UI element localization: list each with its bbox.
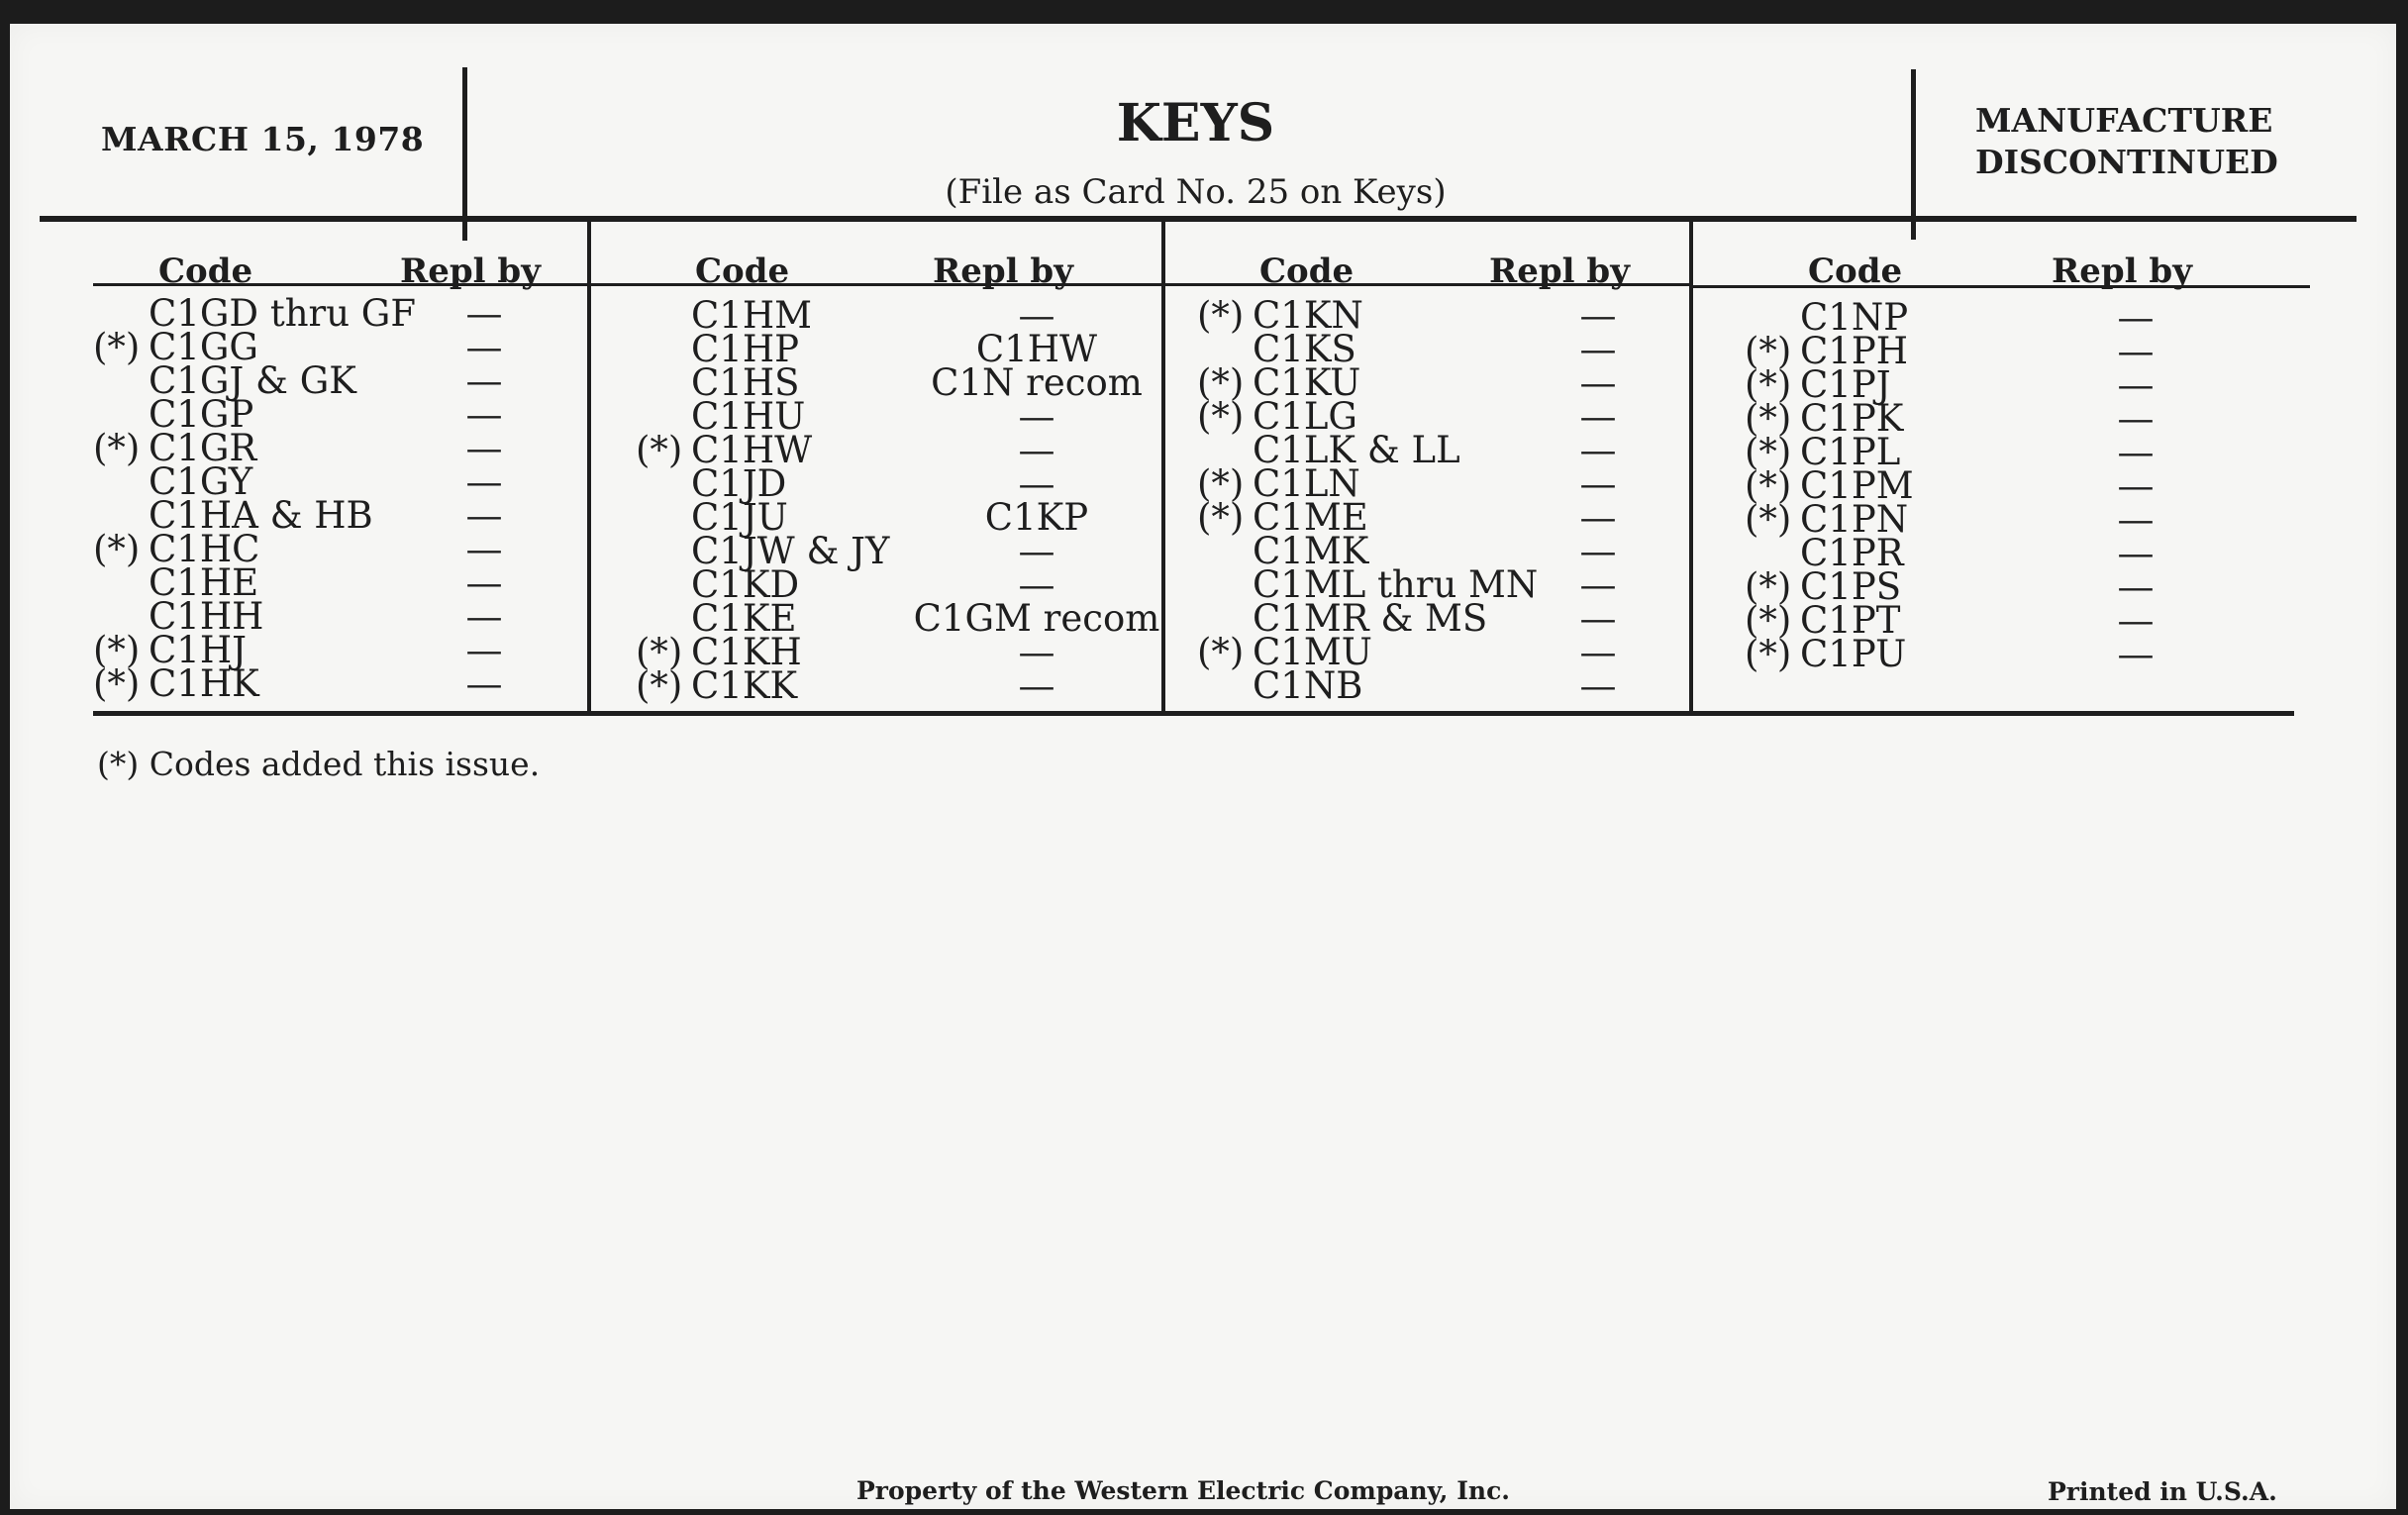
replacement-value: — [1018,664,1055,707]
column-2-repl-header: Repl by [933,252,1073,291]
code-value: C1HU [691,395,806,438]
column-2-code-header: Code [695,252,790,291]
column-3-code-header: Code [1259,252,1354,291]
code-value: C1PL [1800,431,1901,473]
code-value: C1HW [691,429,813,471]
column-4-repl-header: Repl by [2052,252,2192,291]
replacement-value: — [1579,563,1617,606]
replacement-value: — [465,326,503,368]
replacement-value: — [1579,429,1617,471]
replacement-value: — [1018,631,1055,673]
printed-notice: Printed in U.S.A. [2048,1477,2277,1506]
replacement-value: — [1579,631,1617,673]
code-value: C1PT [1800,599,1901,642]
new-code-marker: (*) [93,629,141,671]
code-value: C1HK [149,662,259,705]
code-value: C1GJ & GK [149,359,356,402]
code-value: C1NP [1800,296,1909,339]
table-row [636,664,1170,707]
replacement-value: — [2117,532,2155,574]
code-value: C1KS [1253,328,1356,370]
code-value: C1KN [1253,294,1363,337]
replacement-value: C1KP [984,496,1089,539]
code-value: C1LK & LL [1253,429,1460,471]
replacement-value: — [465,494,503,537]
new-code-marker: (*) [1197,395,1245,438]
page-subtitle: (File as Card No. 25 on Keys) [945,172,1447,212]
code-value: C1HP [691,328,800,370]
status-line-2: DISCONTINUED [1975,143,2278,181]
code-value: C1GR [149,427,257,469]
replacement-value: — [1018,294,1055,337]
replacement-value: — [465,629,503,671]
column-1-repl-header: Repl by [400,252,541,291]
replacement-value: — [2117,397,2155,440]
column-divider-3 [1689,222,1693,713]
code-value: C1HH [149,595,264,638]
replacement-value: — [465,595,503,638]
code-value: C1NB [1253,664,1363,707]
code-value: C1JU [691,496,788,539]
code-value: C1HE [149,561,259,604]
catalog-card [10,24,2396,1509]
new-code-marker: (*) [1197,631,1245,673]
code-value: C1PM [1800,464,1914,507]
code-value: C1KU [1253,361,1361,404]
replacement-value: — [465,393,503,436]
code-value: C1PN [1800,498,1909,541]
replacement-value: — [2117,330,2155,372]
replacement-value: — [1579,664,1617,707]
code-value: C1PR [1800,532,1904,574]
code-value: C1ME [1253,496,1368,539]
replacement-value: — [465,427,503,469]
replacement-value: — [465,561,503,604]
new-code-marker: (*) [1197,496,1245,539]
new-code-marker: (*) [636,631,683,673]
replacement-value: — [465,359,503,402]
replacement-value: — [1018,429,1055,471]
new-code-marker: (*) [93,662,141,705]
replacement-value: — [2117,431,2155,473]
new-code-marker: (*) [1745,363,1792,406]
code-value: C1KH [691,631,802,673]
new-code-marker: (*) [1745,633,1792,675]
code-value: C1MK [1253,530,1369,572]
code-value: C1HS [691,361,800,404]
replacement-value: — [2117,599,2155,642]
new-code-marker: (*) [1745,464,1792,507]
header-rule [40,216,2357,222]
replacement-value: — [1018,462,1055,505]
replacement-value: — [1018,563,1055,606]
replacement-value: — [465,662,503,705]
new-code-marker: (*) [1745,565,1792,608]
code-value: C1MU [1253,631,1372,673]
code-value: C1JW & JY [691,530,890,572]
replacement-value: — [1579,328,1617,370]
code-value: C1JD [691,462,787,505]
new-code-marker: (*) [93,427,141,469]
code-value: C1GP [149,393,254,436]
property-notice: Property of the Western Electric Company, Inc. [856,1476,1511,1505]
page-title: KEYS [1116,93,1275,153]
new-code-marker: (*) [1745,599,1792,642]
code-value: C1MR & MS [1253,597,1488,640]
code-value: C1PH [1800,330,1909,372]
issue-date: MARCH 15, 1978 [101,120,425,158]
column-1-code-header: Code [158,252,253,291]
code-value: C1GY [149,460,253,503]
code-value: C1KD [691,563,800,606]
replacement-value: C1N recom [931,361,1143,404]
code-value: C1LN [1253,462,1360,505]
new-code-marker: (*) [93,528,141,570]
replacement-value: — [465,460,503,503]
new-code-marker: (*) [636,664,683,707]
new-code-marker: (*) [1745,330,1792,372]
new-code-marker: (*) [93,326,141,368]
new-code-marker: (*) [1197,361,1245,404]
header-divider-left [462,67,467,241]
new-code-marker: (*) [1745,498,1792,541]
code-value: C1PU [1800,633,1907,675]
column-header-rule-4 [1692,285,2310,288]
code-value: C1LG [1253,395,1357,438]
code-value: C1HA & HB [149,494,373,537]
code-value: C1GD thru GF [149,292,417,335]
replacement-value: — [2117,296,2155,339]
status-label [1975,100,2278,183]
column-3-repl-header: Repl by [1489,252,1630,291]
replacement-value: — [2117,565,2155,608]
new-code-marker: (*) [1197,294,1245,337]
replacement-value: — [1018,530,1055,572]
replacement-value: — [1579,462,1617,505]
footnote: (*) Codes added this issue. [97,745,541,783]
replacement-value: — [1579,597,1617,640]
code-value: C1PS [1800,565,1902,608]
code-value: C1KE [691,597,797,640]
table-bottom-rule [93,711,2294,716]
code-value: C1GG [149,326,258,368]
code-value: C1HC [149,528,260,570]
replacement-value: — [465,292,503,335]
new-code-marker: (*) [1745,431,1792,473]
code-value: C1KK [691,664,798,707]
replacement-value: — [1579,361,1617,404]
code-value: C1HJ [149,629,247,671]
table-row [1197,664,1662,707]
status-line-1: MANUFACTURE [1975,101,2273,140]
new-code-marker: (*) [1745,397,1792,440]
table-row [1745,633,2200,675]
code-value: C1PJ [1800,363,1891,406]
replacement-value: — [1579,395,1617,438]
column-header-rule-2 [590,283,1161,286]
replacement-value: — [1579,496,1617,539]
replacement-value: C1GM recom [913,597,1160,640]
replacement-value: — [2117,498,2155,541]
new-code-marker: (*) [636,429,683,471]
code-value: C1ML thru MN [1253,563,1539,606]
new-code-marker: (*) [1197,462,1245,505]
replacement-value: — [465,528,503,570]
replacement-value: — [1579,530,1617,572]
replacement-value: C1HW [975,328,1098,370]
replacement-value: — [2117,363,2155,406]
code-value: C1HM [691,294,813,337]
table-row [93,662,549,705]
replacement-value: — [2117,464,2155,507]
code-value: C1PK [1800,397,1904,440]
column-4-code-header: Code [1808,252,1903,291]
replacement-value: — [2117,633,2155,675]
column-divider-1 [587,222,591,713]
replacement-value: — [1018,395,1055,438]
replacement-value: — [1579,294,1617,337]
